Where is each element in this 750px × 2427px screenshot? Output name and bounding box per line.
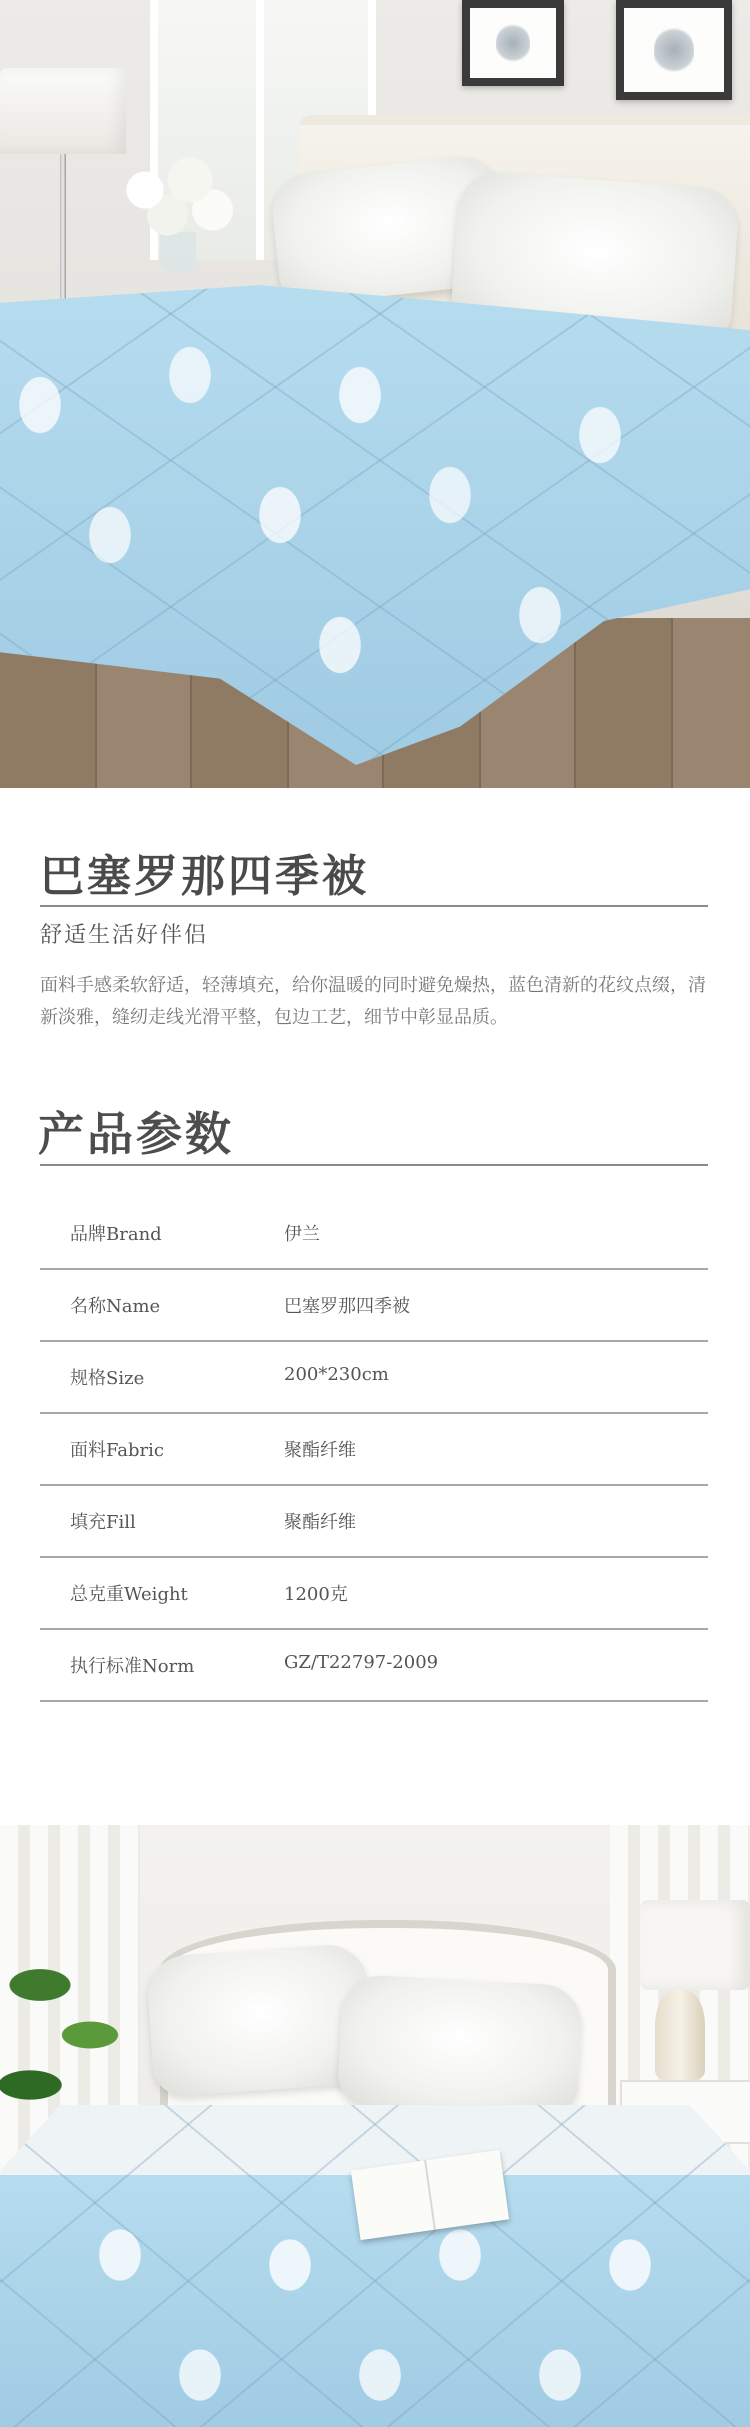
wall-picture-frame (616, 0, 732, 100)
param-row-norm (40, 1630, 708, 1702)
table-lamp (640, 1900, 750, 1990)
param-value: 巴塞罗那四季被 (284, 1296, 410, 1317)
param-value: GZ/T22797-2009 (284, 1652, 439, 1673)
param-row-weight (40, 1558, 708, 1630)
params-table (40, 1198, 708, 1702)
floor-lamp (0, 68, 126, 154)
title-divider (40, 905, 708, 907)
product-subtitle: 舒适生活好伴侣 (40, 923, 209, 948)
blue-comforter (0, 2105, 750, 2427)
param-key: 规格Size (70, 1368, 145, 1389)
param-key: 名称Name (70, 1296, 161, 1317)
param-row-brand (40, 1198, 708, 1270)
param-value: 聚酯纤维 (284, 1440, 356, 1461)
param-value: 聚酯纤维 (284, 1512, 356, 1533)
param-value: 伊兰 (284, 1224, 320, 1245)
bedroom-scene-photo (0, 1825, 750, 2427)
table-lamp-base (655, 1990, 705, 2080)
pillow (337, 1974, 583, 2116)
params-heading: 产品参数 (38, 1107, 234, 1161)
product-title: 巴塞罗那四季被 (40, 851, 369, 902)
param-row-fabric (40, 1414, 708, 1486)
param-value: 200*230cm (284, 1364, 389, 1385)
floor-lamp-pole (60, 154, 66, 314)
params-divider (40, 1164, 708, 1166)
param-row-name (40, 1270, 708, 1342)
param-key: 面料Fabric (70, 1440, 164, 1461)
white-hydrangea-flowers (100, 150, 250, 250)
param-key: 品牌Brand (70, 1224, 162, 1245)
param-key: 总克重Weight (70, 1584, 188, 1605)
param-row-size (40, 1342, 708, 1414)
param-key: 填充Fill (70, 1512, 136, 1533)
wall-picture-frame (462, 0, 564, 86)
hero-product-photo (0, 0, 750, 788)
product-description: 面料手感柔软舒适，轻薄填充，给你温暖的同时避免燥热，蓝色清新的花纹点缀，清新淡雅，缝纫走线光滑平整，包边工艺，细节中彰显品质。 (40, 975, 706, 1028)
param-key: 执行标准Norm (70, 1656, 195, 1677)
param-value: 1200克 (284, 1584, 348, 1605)
param-row-fill (40, 1486, 708, 1558)
